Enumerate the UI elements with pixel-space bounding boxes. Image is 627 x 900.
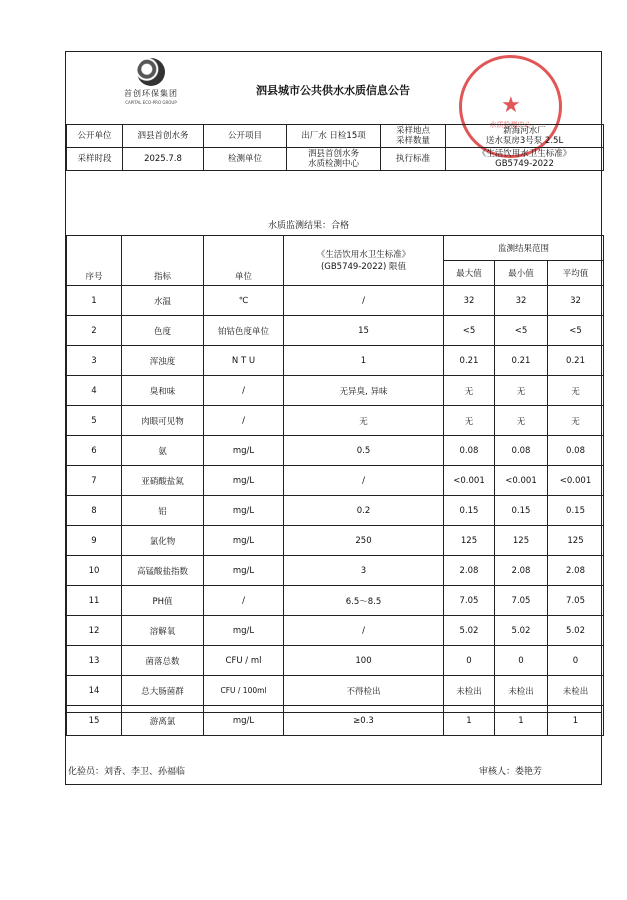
cell-no: 6 (67, 436, 122, 466)
cell-indicator: 氨 (122, 436, 204, 466)
cell-no: 15 (67, 706, 122, 736)
cell-max: 0.08 (444, 436, 495, 466)
cell-min: 1 (495, 706, 548, 736)
cell-avg: 0 (548, 646, 604, 676)
cell-min: 无 (495, 406, 548, 436)
cell-limit: 3 (284, 556, 444, 586)
cell-avg: <0.001 (548, 466, 604, 496)
header-avg: 平均值 (548, 261, 604, 286)
cell-no: 10 (67, 556, 122, 586)
cell-no: 2 (67, 316, 122, 346)
cell-min: 0.08 (495, 436, 548, 466)
cell-max: 2.08 (444, 556, 495, 586)
company-logo (121, 58, 181, 118)
cell-unit: N T U (204, 346, 284, 376)
cell-no: 3 (67, 346, 122, 376)
notice-title: 泗县城市公共供水水质信息公告 (256, 84, 410, 97)
header-indicator: 指标 (122, 236, 204, 286)
header-min: 最小值 (495, 261, 548, 286)
cell-avg: 5.02 (548, 616, 604, 646)
header-index: 序号 (67, 236, 122, 286)
cell-indicator: 水温 (122, 286, 204, 316)
table-row (67, 406, 604, 436)
time-label: 采样时段 (67, 148, 123, 171)
cell-avg: 0.15 (548, 496, 604, 526)
cell-min: 0.15 (495, 496, 548, 526)
cell-indicator: 高锰酸盐指数 (122, 556, 204, 586)
cell-min: 未检出 (495, 676, 548, 706)
cell-indicator: 铝 (122, 496, 204, 526)
info-row-1 (67, 125, 604, 148)
cell-no: 4 (67, 376, 122, 406)
location-label: 采样地点 采样数量 (381, 125, 446, 148)
table-row (67, 466, 604, 496)
cell-min: 无 (495, 376, 548, 406)
reviewer: 审核人：娄艳芳 (479, 767, 543, 777)
header-range: 监测结果范围 (444, 236, 604, 261)
cell-limit: 无 (284, 406, 444, 436)
cell-no: 8 (67, 496, 122, 526)
cell-avg: 无 (548, 406, 604, 436)
table-row (67, 676, 604, 706)
cell-limit: 无异臭, 异味 (284, 376, 444, 406)
table-row (67, 646, 604, 676)
cell-limit: 0.2 (284, 496, 444, 526)
location-value: 新海河水厂 送水泵房3号泵 2.5L (446, 125, 604, 148)
cell-max: 125 (444, 526, 495, 556)
cell-limit: 不得检出 (284, 676, 444, 706)
table-row (67, 556, 604, 586)
cell-no: 12 (67, 616, 122, 646)
cell-unit: / (204, 586, 284, 616)
cell-avg: 无 (548, 376, 604, 406)
cell-indicator: 臭和味 (122, 376, 204, 406)
cell-indicator: 氯化物 (122, 526, 204, 556)
cell-min: 7.05 (495, 586, 548, 616)
cell-unit: mg/L (204, 616, 284, 646)
cell-max: <0.001 (444, 466, 495, 496)
cell-no: 7 (67, 466, 122, 496)
cell-max: 无 (444, 406, 495, 436)
cell-indicator: PH值 (122, 586, 204, 616)
seal-star-icon: ★ (501, 93, 521, 118)
header-limit: 《生活饮用水卫生标准》 (GB5749-2022) 限值 (284, 236, 444, 286)
cell-avg: <5 (548, 316, 604, 346)
cell-avg: 2.08 (548, 556, 604, 586)
cell-unit: / (204, 376, 284, 406)
table-row (67, 616, 604, 646)
result-summary: 水质监测结果：合格 (268, 221, 350, 231)
unit-value: 泗县首创水务 水质检测中心 (287, 148, 381, 171)
cell-max: 无 (444, 376, 495, 406)
cell-avg: 32 (548, 286, 604, 316)
cell-max: 0.15 (444, 496, 495, 526)
cell-indicator: 总大肠菌群 (122, 676, 204, 706)
notice-sheet (65, 51, 602, 785)
table-row (67, 526, 604, 556)
cell-indicator: 游离氯 (122, 706, 204, 736)
cell-limit: / (284, 466, 444, 496)
cell-avg: 125 (548, 526, 604, 556)
cell-limit: / (284, 616, 444, 646)
cell-indicator: 浑浊度 (122, 346, 204, 376)
logo-name-en: CAPITAL ECO-PRO GROUP (125, 100, 177, 105)
cell-indicator: 亚硝酸盐氮 (122, 466, 204, 496)
cell-indicator: 色度 (122, 316, 204, 346)
cell-unit: / (204, 406, 284, 436)
swirl-logo-icon (137, 58, 165, 86)
cell-min: <0.001 (495, 466, 548, 496)
cell-limit: 100 (284, 646, 444, 676)
cell-min: <5 (495, 316, 548, 346)
cell-unit: CFU / 100ml (204, 676, 284, 706)
cell-min: 0.21 (495, 346, 548, 376)
cell-min: 125 (495, 526, 548, 556)
cell-max: 1 (444, 706, 495, 736)
cell-unit: mg/L (204, 706, 284, 736)
cell-avg: 0.08 (548, 436, 604, 466)
cell-indicator: 菌落总数 (122, 646, 204, 676)
publisher-value: 泗县首创水务 (123, 125, 204, 148)
cell-min: 32 (495, 286, 548, 316)
cell-min: 0 (495, 646, 548, 676)
cell-no: 9 (67, 526, 122, 556)
cell-max: 0 (444, 646, 495, 676)
monitoring-table (66, 235, 604, 736)
publisher-label: 公开单位 (67, 125, 123, 148)
cell-min: 2.08 (495, 556, 548, 586)
cell-unit: mg/L (204, 556, 284, 586)
notice-header (66, 52, 601, 129)
table-row (67, 346, 604, 376)
cell-limit: 6.5～8.5 (284, 586, 444, 616)
item-value: 出厂水 日检15项 (287, 125, 381, 148)
inspectors: 化验员：刘香、李卫、孙福临 (68, 767, 186, 777)
cell-indicator: 肉眼可见物 (122, 406, 204, 436)
cell-unit: CFU / ml (204, 646, 284, 676)
time-value: 2025.7.8 (123, 148, 204, 171)
cell-limit: ≥0.3 (284, 706, 444, 736)
cell-indicator: 溶解氧 (122, 616, 204, 646)
cell-unit: mg/L (204, 496, 284, 526)
cell-no: 13 (67, 646, 122, 676)
cell-limit: 15 (284, 316, 444, 346)
notice-footer (66, 712, 601, 785)
cell-max: <5 (444, 316, 495, 346)
logo-name-cn: 首创环保集团 (124, 89, 178, 98)
cell-limit: / (284, 286, 444, 316)
cell-no: 11 (67, 586, 122, 616)
table-header-row-1 (67, 236, 604, 261)
cell-unit: mg/L (204, 466, 284, 496)
cell-max: 0.21 (444, 346, 495, 376)
cell-avg: 1 (548, 706, 604, 736)
cell-unit: mg/L (204, 436, 284, 466)
table-row (67, 586, 604, 616)
cell-unit: ℃ (204, 286, 284, 316)
info-table (66, 124, 604, 171)
standard-value: 《生活饮用水卫生标准》 GB5749-2022 (446, 148, 604, 171)
cell-limit: 250 (284, 526, 444, 556)
seal-text: 水质检测中心 (489, 121, 532, 129)
cell-no: 14 (67, 676, 122, 706)
standard-label: 执行标准 (381, 148, 446, 171)
cell-avg: 7.05 (548, 586, 604, 616)
cell-avg: 未检出 (548, 676, 604, 706)
cell-unit: 铂钴色度单位 (204, 316, 284, 346)
cell-max: 32 (444, 286, 495, 316)
table-row (67, 286, 604, 316)
cell-no: 5 (67, 406, 122, 436)
result-summary-row (66, 212, 601, 236)
cell-no: 1 (67, 286, 122, 316)
table-row (67, 376, 604, 406)
cell-min: 5.02 (495, 616, 548, 646)
table-row (67, 316, 604, 346)
cell-unit: mg/L (204, 526, 284, 556)
item-label: 公开项目 (204, 125, 287, 148)
header-unit: 单位 (204, 236, 284, 286)
cell-avg: 0.21 (548, 346, 604, 376)
header-max: 最大值 (444, 261, 495, 286)
info-row-2 (67, 148, 604, 171)
cell-max: 5.02 (444, 616, 495, 646)
table-row (67, 496, 604, 526)
cell-max: 7.05 (444, 586, 495, 616)
cell-limit: 0.5 (284, 436, 444, 466)
cell-limit: 1 (284, 346, 444, 376)
table-row (67, 436, 604, 466)
cell-max: 未检出 (444, 676, 495, 706)
unit-label: 检测单位 (204, 148, 287, 171)
